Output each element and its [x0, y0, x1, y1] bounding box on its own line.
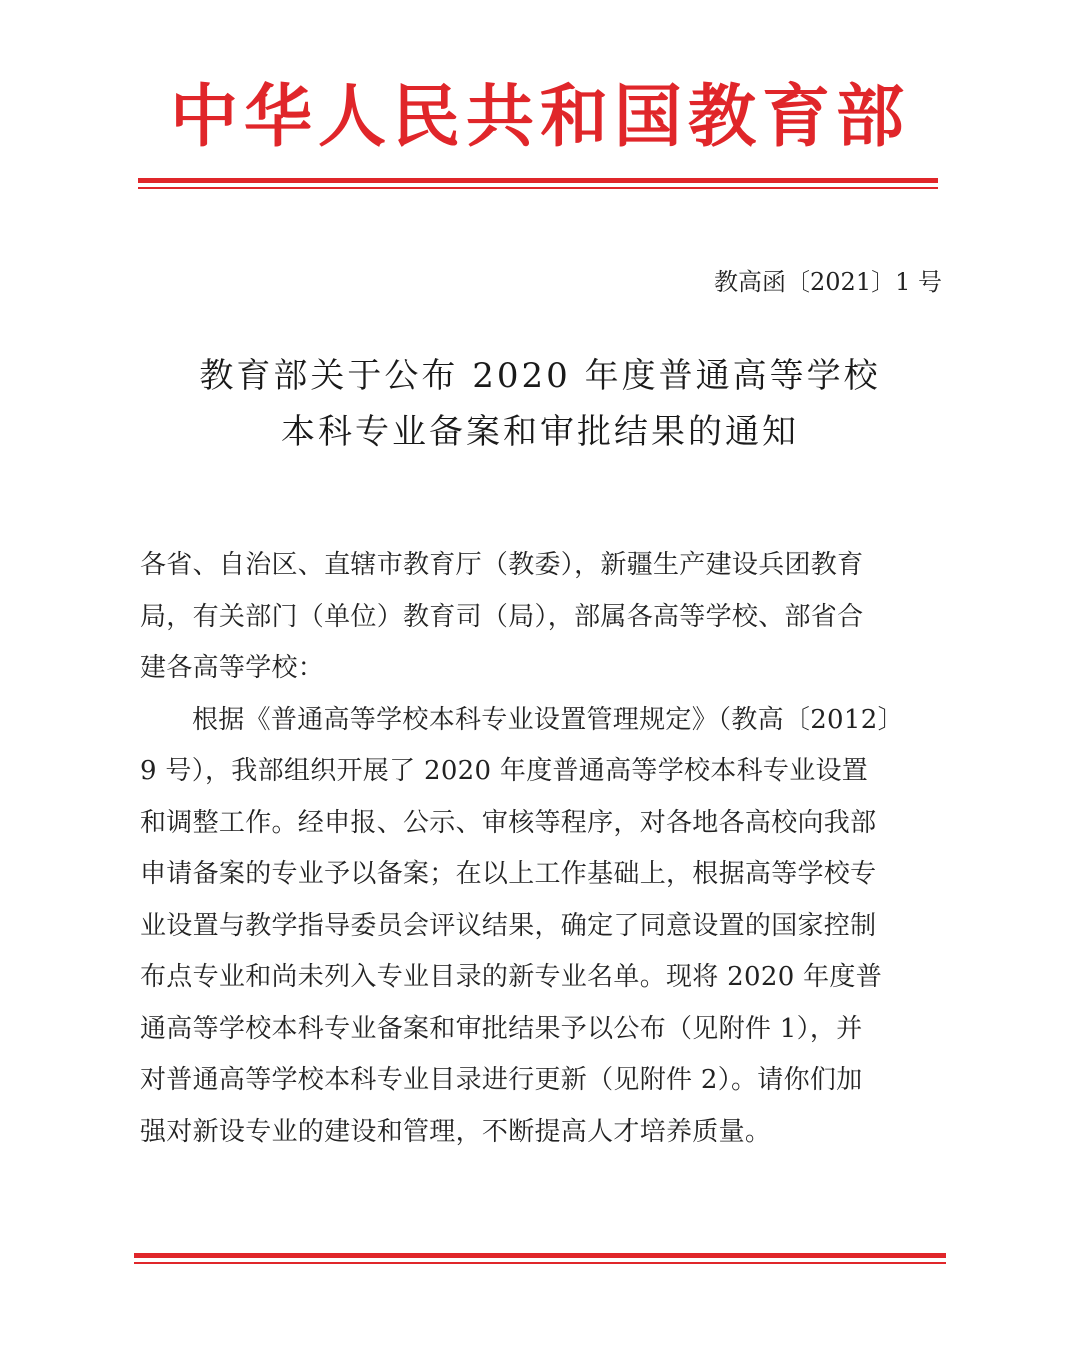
- document-title: [0, 348, 1080, 460]
- divider-thick-line: [134, 1253, 946, 1258]
- body-line-paragraph: 业设置与教学指导委员会评议结果，确定了同意设置的国家控制: [140, 910, 877, 941]
- divider-thick-line: [138, 178, 938, 183]
- body-line-paragraph: 9 号），我部组织开展了 2020 年度普通高等学校本科专业设置: [140, 756, 869, 786]
- divider-thin-line: [138, 187, 938, 189]
- title-line-1: 教育部关于公布 2020 年度普通高等学校: [199, 356, 881, 396]
- document-body: [140, 540, 940, 1158]
- body-line-paragraph: 根据《普通高等学校本科专业设置管理规定》（教高〔2012〕: [192, 704, 904, 735]
- footer-divider: [134, 1253, 946, 1267]
- body-line-paragraph: 布点专业和尚未列入专业目录的新专业名单。现将 2020 年度普: [140, 962, 882, 992]
- body-line-salutation: 局，有关部门（单位）教育司（局），部属各高等学校、部省合: [140, 601, 864, 632]
- body-line-paragraph: 申请备案的专业予以备案；在以上工作基础上，根据高等学校专: [140, 859, 877, 889]
- masthead-divider-top: [138, 178, 938, 192]
- title-line-2: 本科专业备案和审批结果的通知: [281, 412, 799, 452]
- body-line-paragraph: 和调整工作。经申报、公示、审核等程序，对各地各高校向我部: [140, 807, 877, 838]
- body-line-paragraph: 通高等学校本科专业备案和审批结果予以公布（见附件 1），并: [140, 1013, 863, 1044]
- divider-thin-line: [134, 1262, 946, 1264]
- document-number: 教高函〔2021〕1 号: [714, 268, 942, 296]
- body-line-salutation: 各省、自治区、直辖市教育厅（教委），新疆生产建设兵团教育: [140, 550, 864, 580]
- body-line-salutation: 建各高等学校：: [140, 653, 325, 683]
- body-line-paragraph: 对普通高等学校本科专业目录进行更新（见附件 2）。请你们加: [140, 1065, 863, 1095]
- issuer-masthead: 中华人民共和国教育部: [169, 77, 910, 157]
- body-line-paragraph: 强对新设专业的建设和管理，不断提高人才培养质量。: [140, 1116, 772, 1147]
